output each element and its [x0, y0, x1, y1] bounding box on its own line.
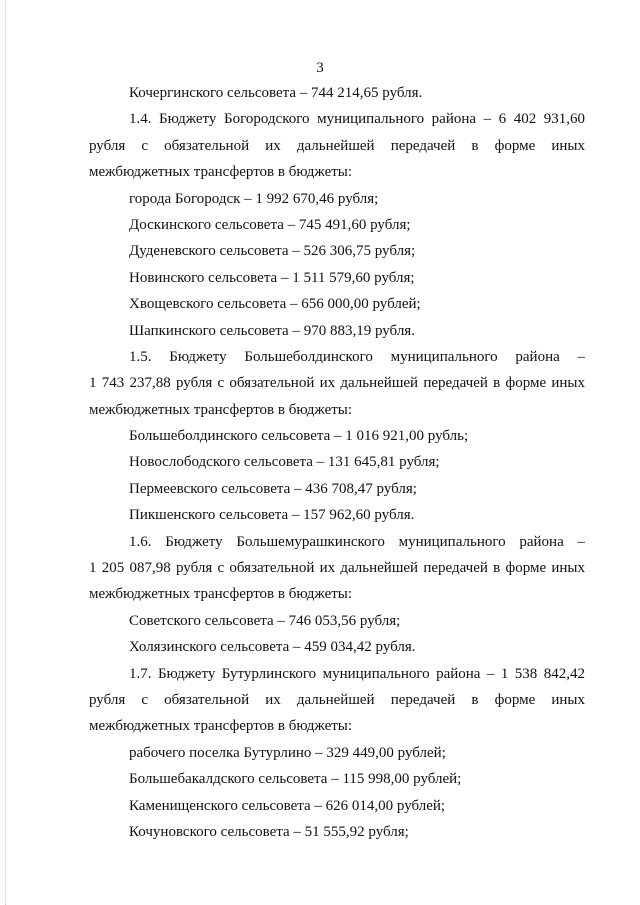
text-line: Дуденевского сельсовета – 526 306,75 рубля;: [129, 243, 416, 260]
scan-edge-line: [5, 0, 6, 905]
text-line: рабочего поселка Бутурлино – 329 449,00 рублей;: [129, 744, 446, 761]
text-line: Шапкинского сельсовета – 970 883,19 рубля.: [129, 322, 415, 339]
text-line: 1.4. Бюджету Богородского муниципального района – 6 402 931,60: [129, 111, 585, 128]
text-line: межбюджетных трансфертов в бюджеты:: [89, 586, 353, 603]
text-line: Советского сельсовета – 746 053,56 рубля;: [129, 612, 401, 629]
text-line: Хвощевского сельсовета – 656 000,00 рублей;: [129, 296, 421, 313]
text-line: Большеболдинского сельсовета – 1 016 921,00 рубль;: [129, 428, 469, 445]
text-line: Холязинского сельсовета – 459 034,42 рубля.: [129, 639, 416, 656]
text-line: 1.5. Бюджету Большеболдинского муниципального района –: [129, 348, 585, 365]
text-line: Кочергинского сельсовета – 744 214,65 рубля.: [129, 85, 423, 101]
text-line: межбюджетных трансфертов в бюджеты:: [89, 401, 353, 418]
text-line: Новослободского сельсовета – 131 645,81 рубля;: [129, 454, 440, 471]
document-body: [89, 80, 585, 845]
text-line: 1.6. Бюджету Большемурашкинского муниципального района –: [129, 533, 585, 550]
text-line: 1 743 237,88 рубля с обязательной их дальнейшей передачей в форме иных: [89, 375, 585, 392]
text-line: межбюджетных трансфертов в бюджеты:: [89, 718, 353, 735]
text-line: Новинского сельсовета – 1 511 579,60 рубля;: [129, 269, 415, 286]
text-line: Пикшенского сельсовета – 157 962,60 рубля.: [129, 507, 415, 524]
text-line: межбюджетных трансфертов в бюджеты:: [89, 164, 353, 181]
text-line: рубля с обязательной их дальнейшей передачей в форме иных: [89, 691, 585, 708]
text-line: рубля с обязательной их дальнейшей передачей в форме иных: [89, 137, 585, 154]
text-line: Каменищенского сельсовета – 626 014,00 рублей;: [129, 797, 446, 814]
page-number: 3: [316, 60, 324, 76]
text-line: 1.7. Бюджету Бутурлинского муниципального района – 1 538 842,42: [129, 665, 585, 682]
text-line: города Богородск – 1 992 670,46 рубля;: [129, 190, 379, 207]
text-line: Кочуновского сельсовета – 51 555,92 рубля;: [129, 823, 409, 840]
text-line: 1 205 087,98 рубля с обязательной их дальнейшей передачей в форме иных: [89, 560, 585, 577]
text-line: Пермеевского сельсовета – 436 708,47 рубля;: [129, 480, 417, 497]
text-line: Доскинского сельсовета – 745 491,60 рубля;: [129, 216, 411, 233]
text-line: Большебакалдского сельсовета – 115 998,00 рублей;: [129, 771, 462, 788]
